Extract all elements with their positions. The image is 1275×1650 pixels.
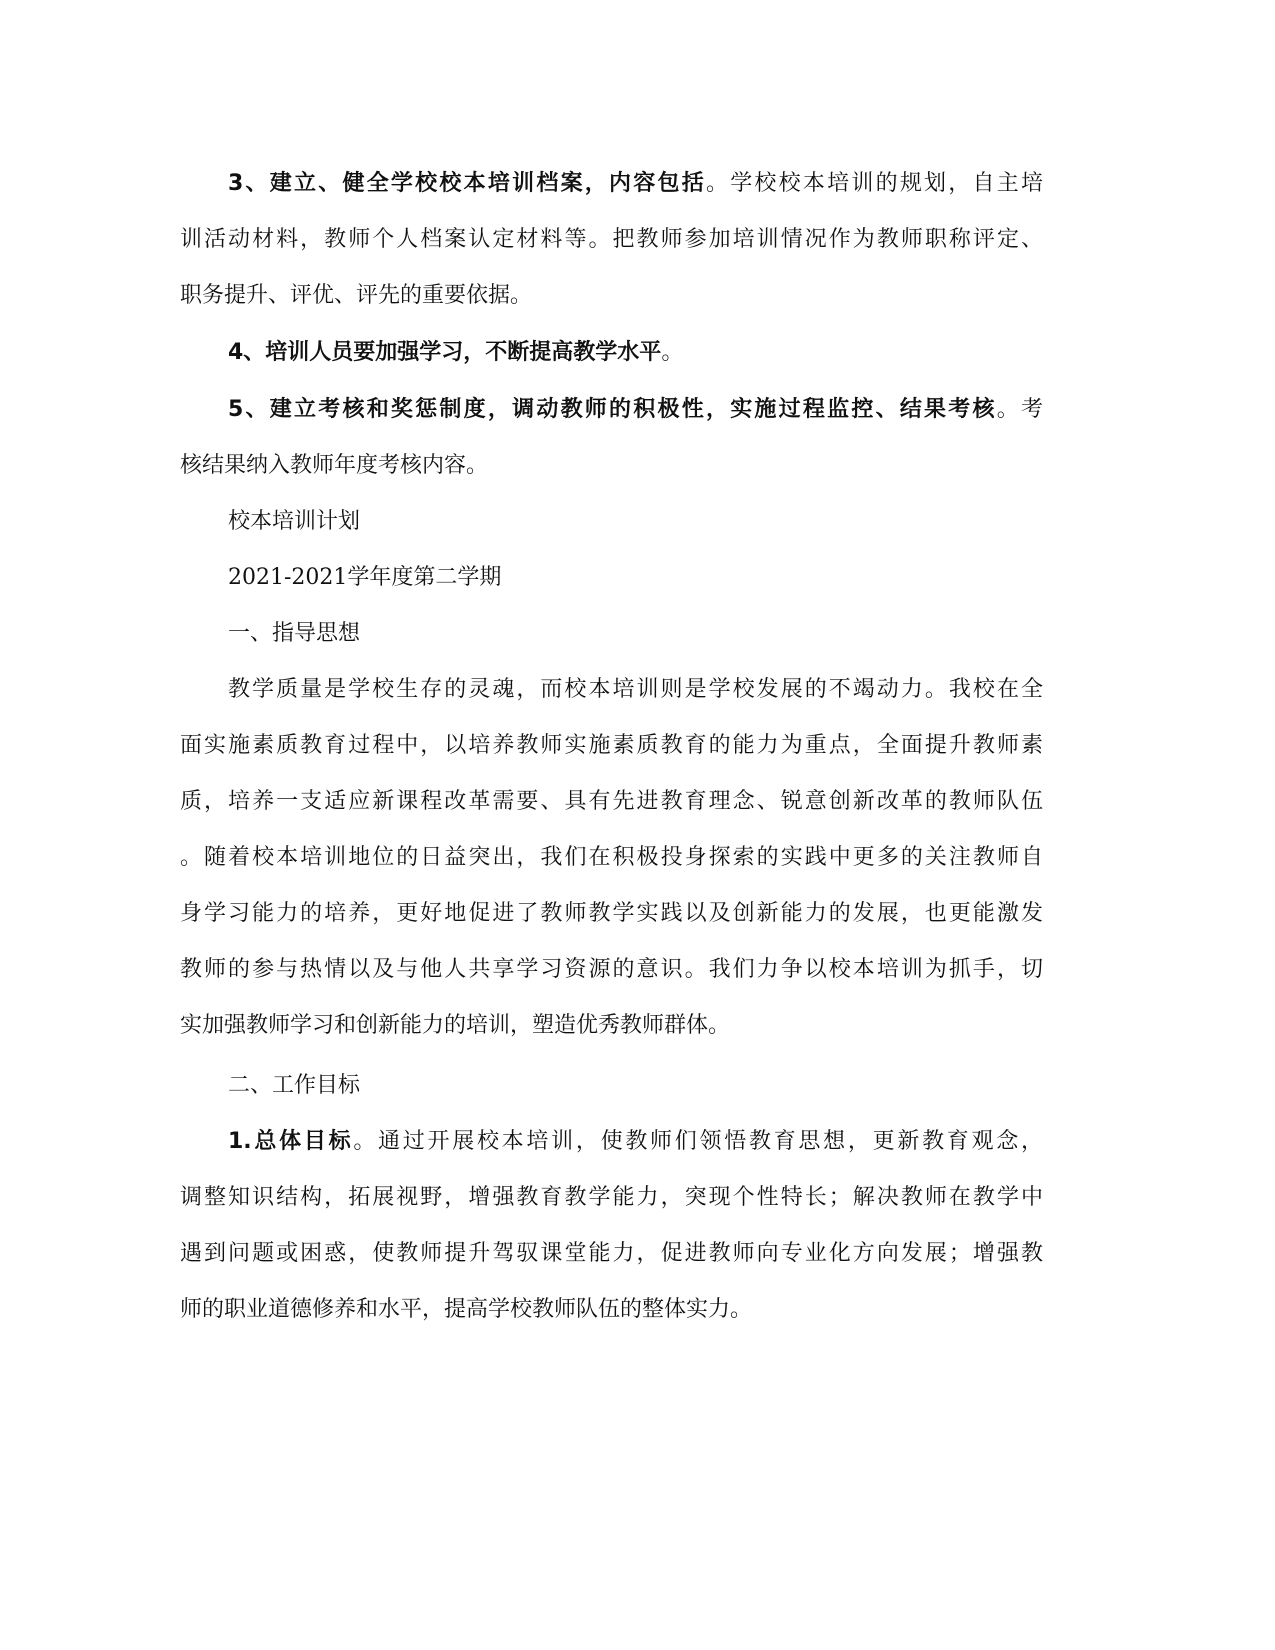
paragraph-line: 教学质量是学校生存的灵魂，而校本培训则是学校发展的不竭动力。我校在全 xyxy=(228,677,1043,702)
paragraph-guiding xyxy=(180,662,1043,1054)
paragraph-line: 核结果纳入教师年度考核内容。 xyxy=(180,453,489,478)
paragraph-line xyxy=(180,156,1043,212)
paragraph-line: 遇到问题或困惑，使教师提升驾驭课堂能力，促进教师向专业化方向发展；增强教 xyxy=(180,1241,1043,1266)
paragraph-line xyxy=(180,1114,1043,1170)
section-heading-text: 一、指导思想 xyxy=(228,621,361,646)
paragraph-study xyxy=(180,325,1043,381)
paragraph-line: 训活动材料，教师个人档案认定材料等。把教师参加培训情况作为教师职称评定、 xyxy=(180,227,1043,252)
section-heading-guiding xyxy=(180,606,1043,662)
bold-heading: 1.总体目标 xyxy=(228,1129,354,1154)
paragraph-archive xyxy=(180,156,1043,324)
section-heading-text: 二、工作目标 xyxy=(228,1073,361,1098)
paragraph-text: 。 xyxy=(661,340,684,365)
paragraph-text: 。考 xyxy=(996,397,1043,422)
paragraph-line xyxy=(180,325,1043,381)
section-heading-goals xyxy=(180,1058,1043,1114)
paragraph-text: 。学校校本培训的规划，自主培 xyxy=(705,171,1043,196)
paragraph-line: 面实施素质教育过程中，以培养教师实施素质教育的能力为重点，全面提升教师素 xyxy=(180,733,1043,758)
bold-heading: 5、建立考核和奖惩制度，调动教师的积极性，实施过程监控、结果考核 xyxy=(228,397,997,422)
paragraph-line: 。随着校本培训地位的日益突出，我们在积极投身探索的实践中更多的关注教师自 xyxy=(180,845,1043,870)
term-line xyxy=(180,550,1043,606)
paragraph-line: 调整知识结构，拓展视野，增强教育教学能力，突现个性特长；解决教师在教学中 xyxy=(180,1185,1043,1210)
paragraph-line: 质，培养一支适应新课程改革需要、具有先进教育理念、锐意创新改革的教师队伍 xyxy=(180,789,1043,814)
paragraph-line: 实加强教师学习和创新能力的培训，塑造优秀教师群体。 xyxy=(180,1013,731,1038)
plan-title-text: 校本培训计划 xyxy=(228,509,361,534)
paragraph-assessment xyxy=(180,382,1043,494)
paragraph-line: 身学习能力的培养，更好地促进了教师教学实践以及创新能力的发展，也更能激发 xyxy=(180,901,1043,926)
paragraph-line xyxy=(180,382,1043,438)
bold-heading: 4、培训人员要加强学习，不断提高教学水平 xyxy=(228,340,662,365)
term-text: 2021-2021学年度第二学期 xyxy=(228,565,502,590)
paragraph-line: 职务提升、评优、评先的重要依据。 xyxy=(180,283,533,308)
paragraph-overall-goal xyxy=(180,1114,1043,1338)
plan-title xyxy=(180,494,1043,550)
paragraph-text: 。通过开展校本培训，使教师们领悟教育思想，更新教育观念， xyxy=(353,1129,1043,1154)
paragraph-line: 教师的参与热情以及与他人共享学习资源的意识。我们力争以校本培训为抓手，切 xyxy=(180,957,1043,982)
paragraph-line: 师的职业道德修养和水平，提高学校教师队伍的整体实力。 xyxy=(180,1297,753,1322)
bold-heading: 3、建立、健全学校校本培训档案，内容包括 xyxy=(228,171,706,196)
